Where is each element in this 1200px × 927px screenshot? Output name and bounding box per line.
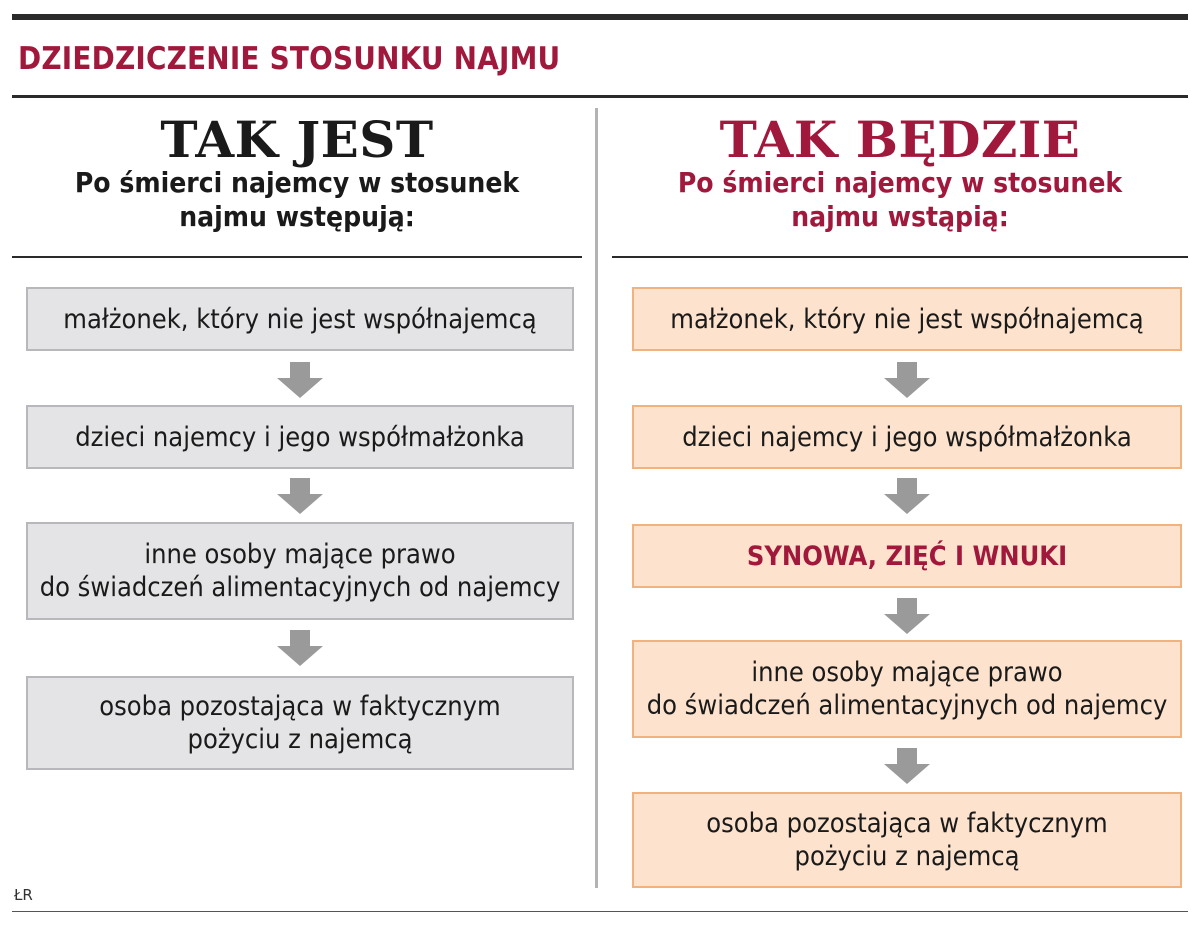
right-step-4-line-1: inne osoby mające prawo xyxy=(751,657,1063,688)
right-step-5-line-2: pożyciu z najemcą xyxy=(794,841,1020,872)
left-step-3 xyxy=(26,522,574,620)
right-subtitle-line-1: Po śmierci najemcy w stosunek xyxy=(677,166,1123,199)
right-step-1 xyxy=(632,287,1182,351)
right-subtitle-line-2: najmu wstąpią: xyxy=(791,200,1009,233)
down-arrow-icon xyxy=(884,478,930,514)
left-step-2 xyxy=(26,405,574,469)
left-step-1 xyxy=(26,287,574,351)
column-divider xyxy=(595,108,598,888)
right-step-1-line-1: małżonek, który nie jest współnajemcą xyxy=(670,303,1144,335)
left-subtitle-line-1: Po śmierci najemcy w stosunek xyxy=(74,166,520,199)
right-step-5 xyxy=(632,792,1182,888)
down-arrow-icon xyxy=(884,362,930,398)
right-subtitle xyxy=(612,166,1188,234)
left-step-3-line-1: inne osoby mające prawo xyxy=(144,539,456,570)
down-arrow-icon xyxy=(277,478,323,514)
left-step-2-line-1: dzieci najemcy i jego współmałżonka xyxy=(75,421,525,453)
down-arrow-icon xyxy=(277,630,323,666)
left-subtitle-line-2: najmu wstępują: xyxy=(179,200,415,233)
right-heading: TAK BĘDZIE xyxy=(719,110,1081,169)
title-rule xyxy=(12,95,1188,98)
right-step-4-line-2: do świadczeń alimentacyjnych od najemcy xyxy=(646,690,1168,721)
left-subtitle xyxy=(12,166,582,234)
right-step-5-line-1: osoba pozostająca w faktycznym xyxy=(706,808,1108,839)
right-heading-rule xyxy=(612,256,1188,258)
right-step-3-new-heirs xyxy=(632,524,1182,588)
down-arrow-icon xyxy=(884,748,930,784)
bottom-rule xyxy=(12,911,1188,912)
right-step-2-line-1: dzieci najemcy i jego współmałżonka xyxy=(682,421,1132,453)
right-step-2 xyxy=(632,405,1182,469)
left-heading: TAK JEST xyxy=(160,110,434,169)
left-step-4 xyxy=(26,676,574,770)
author-credit: ŁR xyxy=(14,886,33,904)
left-step-4-line-2: pożyciu z najemcą xyxy=(187,724,413,755)
down-arrow-icon xyxy=(277,362,323,398)
top-rule xyxy=(12,14,1188,20)
diagram-title: DZIEDZICZENIE STOSUNKU NAJMU xyxy=(18,41,561,77)
left-step-3-line-2: do świadczeń alimentacyjnych od najemcy xyxy=(39,572,561,603)
left-step-1-line-1: małżonek, który nie jest współnajemcą xyxy=(63,303,537,335)
down-arrow-icon xyxy=(884,598,930,634)
left-heading-rule xyxy=(12,256,582,258)
right-step-4 xyxy=(632,640,1182,738)
left-step-4-line-1: osoba pozostająca w faktycznym xyxy=(99,691,501,722)
right-step-3-line-1: SYNOWA, ZIĘĆ I WNUKI xyxy=(746,540,1068,572)
